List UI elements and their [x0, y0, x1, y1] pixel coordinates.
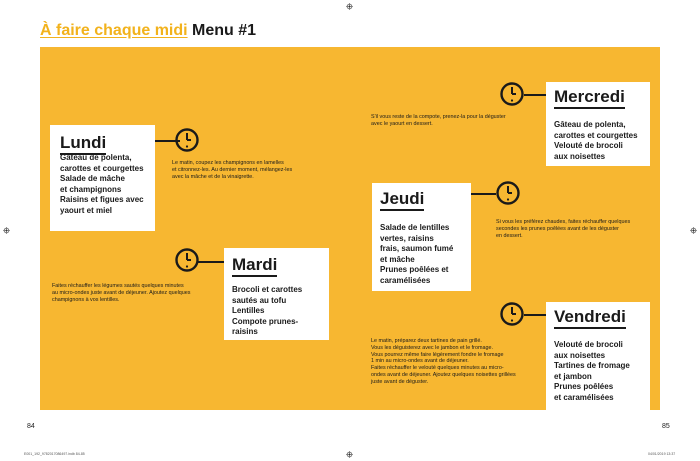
list-item: caramélisées — [380, 275, 431, 285]
header-title: Menu #1 — [192, 22, 257, 39]
clock-icon — [500, 302, 524, 326]
day-card-mardi — [224, 248, 329, 340]
list-item: Prunes poêlées — [554, 382, 614, 392]
list-item: sautés au tofu — [232, 295, 287, 305]
list-item: frais, saumon fumé — [380, 244, 454, 254]
day-card-vendredi — [546, 302, 650, 412]
note-lundi — [172, 160, 292, 180]
list-item: Raisins et figues avec — [60, 195, 144, 205]
clock-icon — [175, 248, 199, 272]
note-line: Le matin, coupez les champignons en lamelles — [172, 160, 284, 166]
day-items — [60, 153, 144, 217]
day-items — [380, 223, 453, 287]
registration-mark-icon — [3, 227, 10, 234]
list-item: Gâteau de polenta, — [554, 120, 626, 129]
day-title: Lundi — [60, 134, 106, 155]
note-line: S'il vous reste de la compote, prenez-la pour la déguster — [371, 114, 506, 120]
note-line: Si vous les préférez chaudes, faites réchauffer quelques — [496, 219, 631, 225]
note-jeudi — [496, 219, 630, 239]
list-item: Salade de lentilles — [380, 223, 450, 232]
day-items — [554, 340, 630, 404]
note-line: Le matin, préparez deux tartines de pain grillé. — [371, 338, 482, 344]
note-line: 1 min au micro-ondes avant de déjeuner. — [371, 358, 469, 365]
clock-icon — [175, 128, 199, 152]
list-item: et caramélisées — [554, 392, 614, 402]
list-item: raisins — [232, 327, 258, 337]
registration-mark-icon — [690, 227, 697, 234]
list-item: carottes et courgettes — [554, 130, 638, 140]
note-line: Faites réchauffer le velouté quelques minutes au micro- — [371, 365, 504, 372]
connector-vendredi — [524, 314, 546, 316]
note-line: et citronnez-les. Au dernier moment, mélangez-les — [172, 166, 293, 173]
day-title: Vendredi — [554, 308, 626, 329]
connector-mercredi — [524, 94, 546, 96]
note-line: au micro-ondes juste avant de déjeuner. Ajoutez quelques — [52, 289, 191, 296]
day-card-mercredi — [546, 82, 650, 166]
page-number-right: 85 — [662, 423, 670, 430]
note-line: juste avant de déguster. — [371, 378, 429, 385]
note-line: Faites réchauffer les légumes sautés quelques minutes — [52, 283, 184, 289]
note-line: en dessert. — [496, 232, 523, 239]
note-line: avec la mâche et de la vinaigrette. — [172, 173, 254, 180]
list-item: et mâche — [380, 254, 415, 264]
list-item: vertes, raisins — [380, 233, 434, 243]
connector-mardi — [198, 261, 224, 263]
header-kicker: À faire chaque midi — [40, 22, 188, 39]
list-item: Velouté de brocoli — [554, 340, 623, 349]
clock-icon — [496, 181, 520, 205]
list-item: carottes et courgettes — [60, 163, 144, 173]
list-item: aux noisettes — [554, 151, 606, 161]
day-title: Mercredi — [554, 88, 625, 109]
note-line: secondes les prunes poêlées avant de les déguster — [496, 225, 619, 232]
page-header — [40, 22, 256, 40]
note-line: champignons à vos lentilles. — [52, 296, 120, 303]
list-item: yaourt et miel — [60, 205, 113, 215]
connector-jeudi — [471, 193, 496, 195]
note-line: Vous les déguisterez avec le jambon et le fromage. — [371, 344, 493, 351]
list-item: Prunes poêlées et — [380, 265, 449, 275]
day-card-jeudi — [372, 183, 471, 291]
list-item: Tartines de fromage — [554, 361, 630, 371]
note-line: Vous pourrez même faire légèrement fondre le fromage — [371, 351, 504, 358]
note-mercredi — [371, 114, 506, 128]
note-line: avec le yaourt en dessert. — [371, 120, 433, 127]
list-item: aux noisettes — [554, 350, 606, 360]
print-slug-left: E001_192_9782017086497.indb 84-85 — [24, 452, 85, 456]
registration-mark-icon — [346, 3, 353, 10]
day-title: Jeudi — [380, 190, 424, 211]
list-item: Velouté de brocoli — [554, 141, 623, 151]
list-item: Compote prunes- — [232, 316, 299, 326]
list-item: Brocoli et carottes — [232, 285, 303, 294]
day-title: Mardi — [232, 256, 277, 277]
registration-mark-icon — [346, 451, 353, 458]
page-number-left: 84 — [27, 423, 35, 430]
clock-icon — [500, 82, 524, 106]
list-item: et jambon — [554, 371, 592, 381]
print-slug-right: 04/01/2019 13:37 — [648, 452, 676, 456]
note-line: ondes avant de déjeuner. Ajoutez quelques noisettes grillées — [371, 371, 516, 378]
note-vendredi — [371, 338, 516, 386]
list-item: Lentilles — [232, 306, 265, 316]
note-mardi — [52, 283, 190, 303]
list-item: Salade de mâche — [60, 174, 125, 184]
list-item: et champignons — [60, 184, 122, 194]
list-item: Gâteau de polenta, — [60, 153, 132, 162]
day-items — [232, 285, 302, 338]
day-card-lundi — [50, 125, 155, 231]
day-items — [554, 120, 638, 162]
